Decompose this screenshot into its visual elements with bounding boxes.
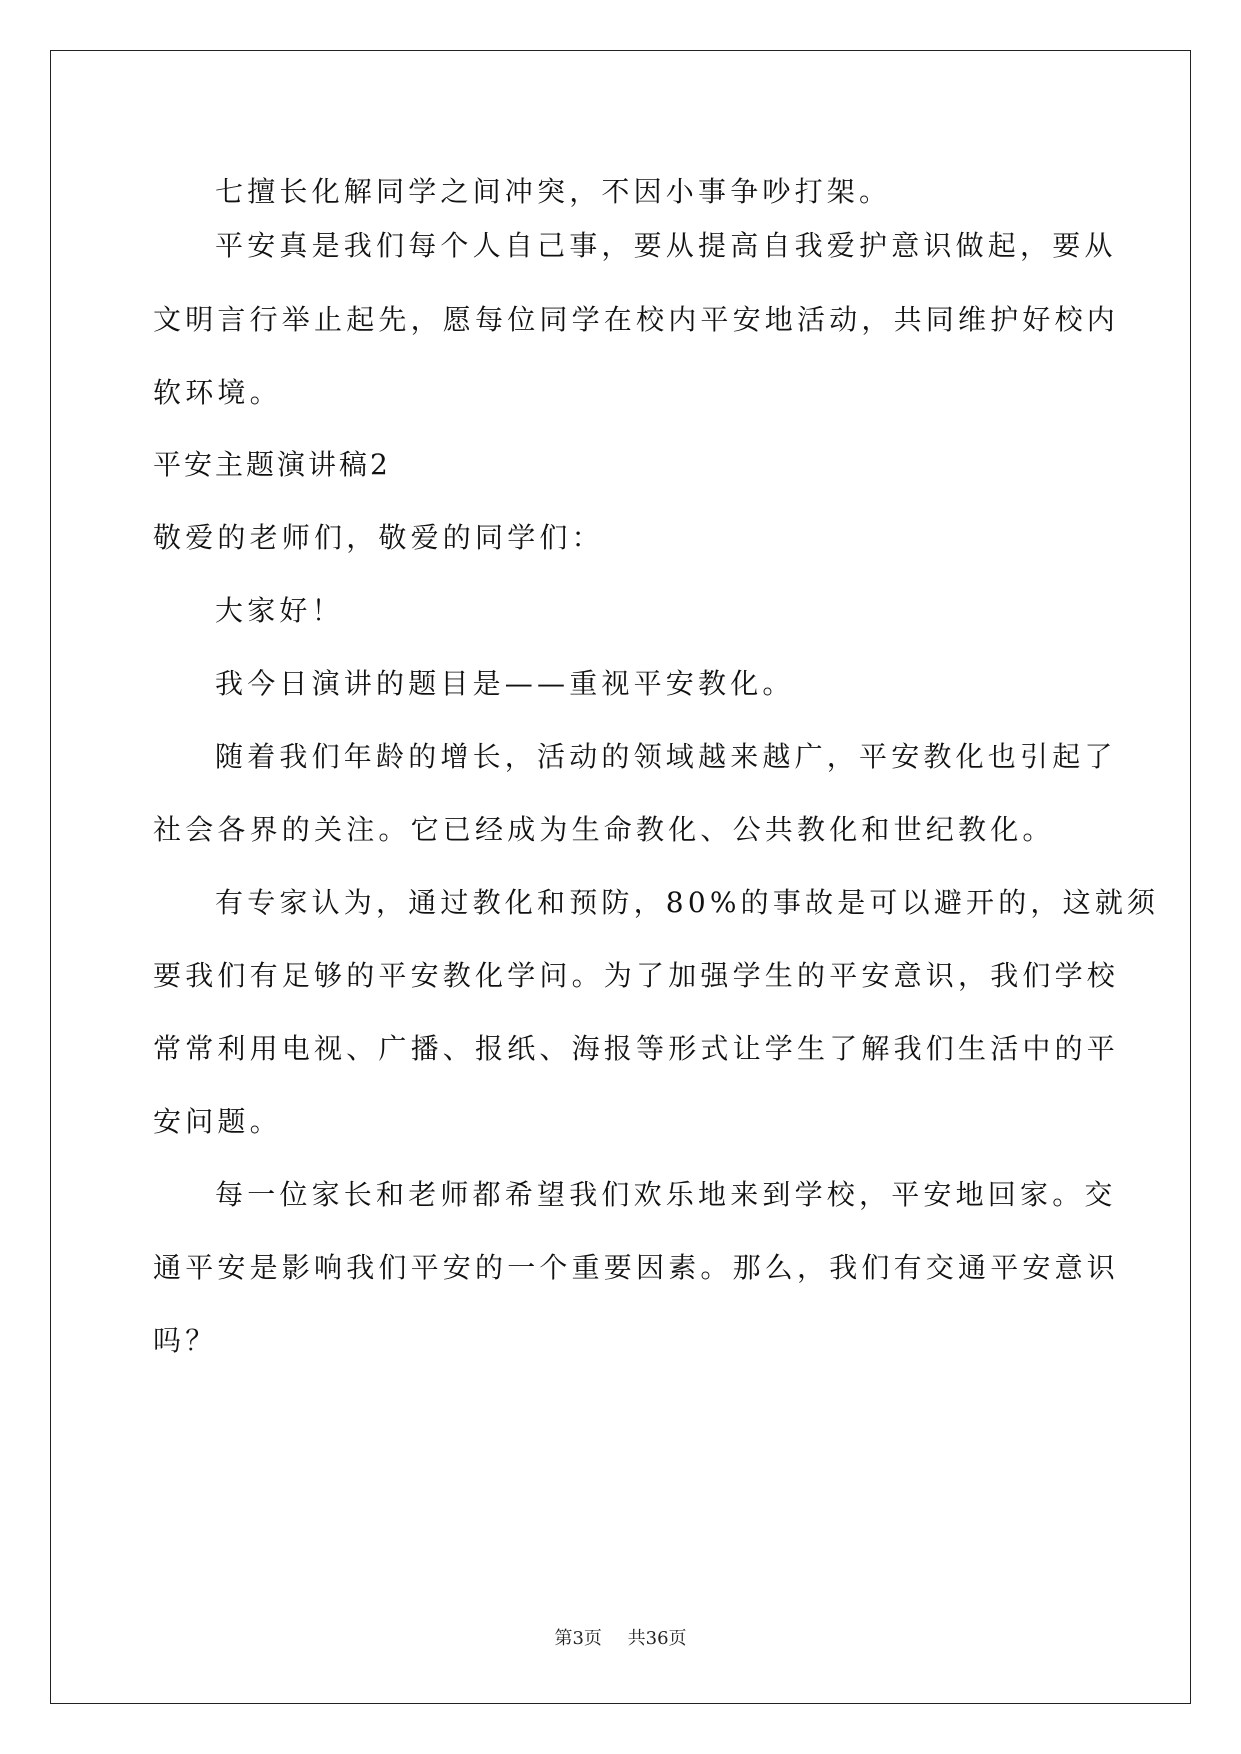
page-total: 共36页 [627,1628,687,1649]
paragraph-line: 文明言行举止起先，愿每位同学在校内平安地活动，共同维护好校内 [153,303,1120,336]
paragraph-line: 社会各界的关注。它已经成为生命教化、公共教化和世纪教化。 [153,813,1055,846]
page-number: 第3页 [554,1628,602,1649]
page-footer [0,1627,1241,1651]
paragraph-line: 我今日演讲的题目是——重视平安教化。 [215,667,795,700]
paragraph-line: 安问题。 [153,1105,282,1138]
paragraph-line: 常常利用电视、广播、报纸、海报等形式让学生了解我们生活中的平 [153,1032,1120,1065]
section-heading: 平安主题演讲稿2 [153,448,391,481]
greeting: 大家好！ [215,594,344,627]
paragraph-line: 有专家认为，通过教化和预防，80%的事故是可以避开的，这就须 [215,886,1160,919]
page-border [50,50,1191,1704]
paragraph-line: 平安真是我们每个人自己事，要从提高自我爱护意识做起，要从 [215,229,1117,262]
paragraph-line: 软环境。 [153,376,282,409]
paragraph-line: 吗？ [153,1324,218,1357]
paragraph-line: 七擅长化解同学之间冲突，不因小事争吵打架。 [215,175,892,208]
paragraph-line: 要我们有足够的平安教化学问。为了加强学生的平安意识，我们学校 [153,959,1120,992]
salutation: 敬爱的老师们，敬爱的同学们： [153,521,604,554]
paragraph-line: 通平安是影响我们平安的一个重要因素。那么，我们有交通平安意识 [153,1251,1120,1284]
paragraph-line: 随着我们年龄的增长，活动的领域越来越广，平安教化也引起了 [215,740,1117,773]
paragraph-line: 每一位家长和老师都希望我们欢乐地来到学校，平安地回家。交 [215,1178,1117,1211]
